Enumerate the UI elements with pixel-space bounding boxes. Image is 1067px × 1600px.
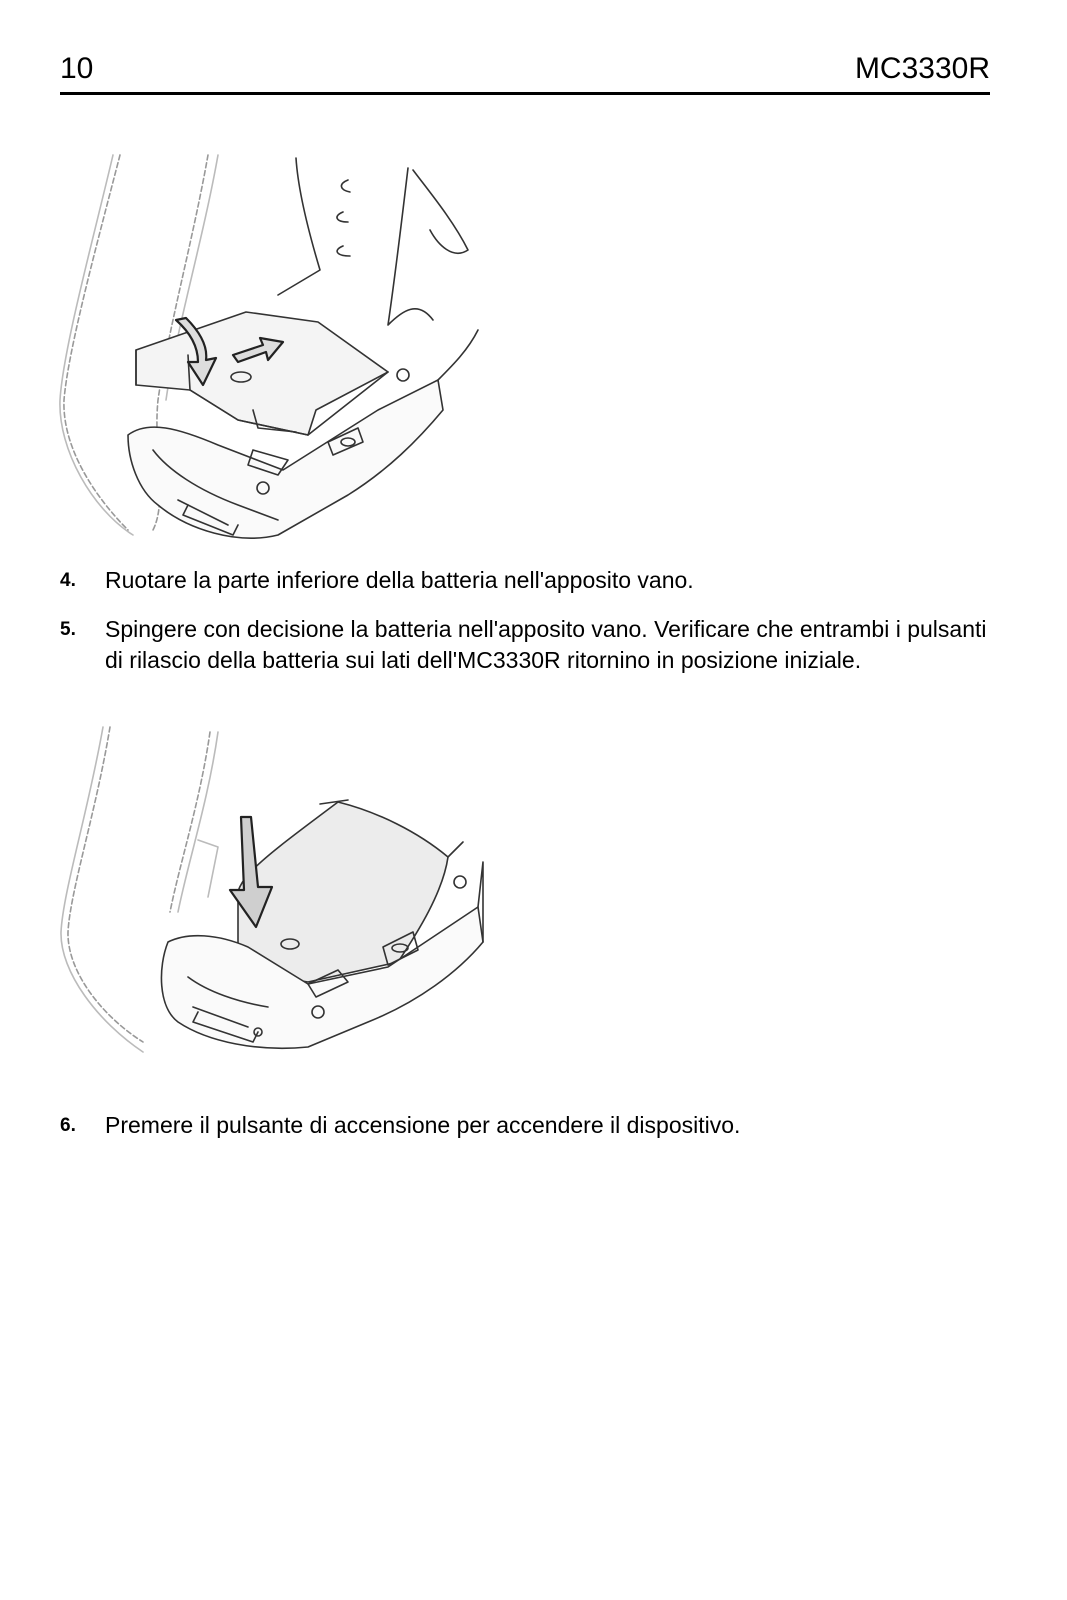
document-title: MC3330R — [854, 52, 990, 85]
step-4 — [60, 565, 990, 599]
step-6 — [60, 1110, 990, 1144]
step-text: Spingere con decisione la batteria nell'apposito vano. Verificare che entrambi i pulsanti di rilascio della batteria sui lati dell'MC3330R ritornino in posizione iniziale. — [105, 616, 987, 673]
step-text: Premere il pulsante di accensione per accendere il dispositivo. — [105, 1112, 741, 1138]
step-text: Ruotare la parte inferiore della batteria nell'apposito vano. — [105, 567, 694, 593]
page-number: 10 — [60, 52, 94, 85]
battery-insertion-press-illustration — [58, 722, 498, 1067]
page-header — [60, 52, 990, 95]
step-5 — [60, 614, 990, 714]
step-number: 4. — [60, 570, 76, 591]
step-number: 5. — [60, 619, 76, 640]
battery-insertion-rotate-illustration — [58, 150, 488, 555]
step-number: 6. — [60, 1115, 76, 1136]
